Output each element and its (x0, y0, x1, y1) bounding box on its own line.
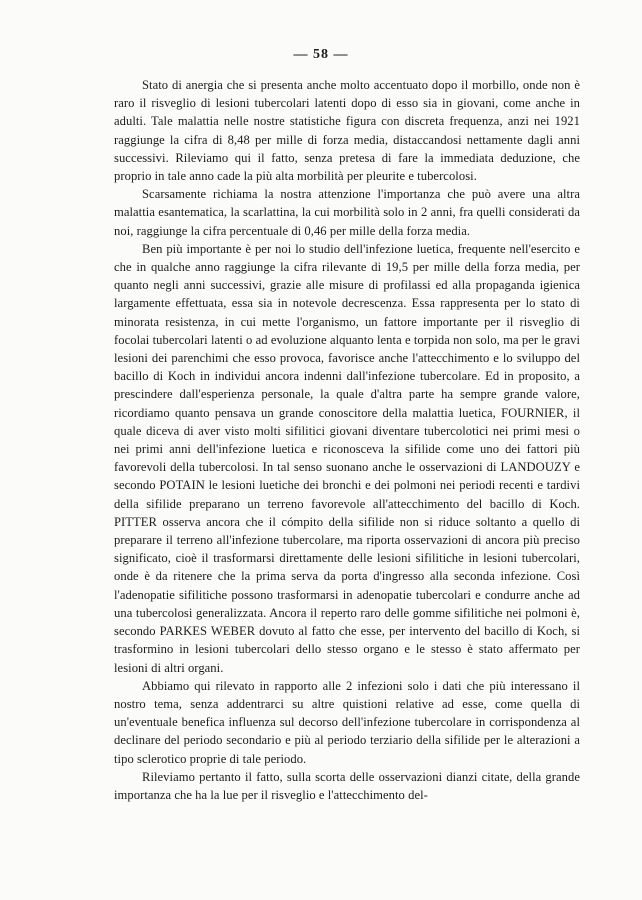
paragraph-measles: Stato di anergia che si presenta anche molto accentuato dopo il morbillo, onde non è raro il risveglio di lesioni tubercolari latenti dopo di esso sia in giovani, come anche in adulti. Tale malattia nelle nostre statistiche figura con discreta frequenza, anzi nei 1921 raggiunge la cifra di 8,48 per mille di forza media, distaccandosi nettamente dagli anni successivi. Rileviamo qui il fatto, senza pretesa di fare la immediata deduzione, che proprio in tale anno cade la più alta morbilità per pleurite e tubercolosi. (114, 78, 580, 184)
paragraph-summary: Abbiamo qui rilevato in rapporto alle 2 infezioni solo i dati che più interessano il nostro tema, senza addentrarci su altre quistioni relative ad esse, come quella di un'eventuale benefica influenza sul decorso dell'infezione tubercolare in corrispondenza al declinare del periodo secondario e più al periodo terziario della sifilide per le alterazioni a tipo sclerotico proprie di tale periodo. (114, 678, 580, 766)
paragraph-scarlet-fever: Scarsamente richiama la nostra attenzione l'importanza che può avere una altra malattia esantematica, la scarlattina, la cui morbilità solo in 2 anni, fra quelli considerati da noi, raggiunge la cifra percentuale di 0,46 per mille della forza media. (114, 187, 580, 238)
paragraph-conclusion: Rileviamo pertanto il fatto, sulla scorta delle osservazioni dianzi citate, della grande importanza che ha la lue per il risveglio e l'attecchimento del- (114, 769, 580, 802)
page-number: — 58 — (293, 47, 349, 62)
body-text (114, 76, 580, 804)
paragraph-syphilis: Ben più importante è per noi lo studio dell'infezione luetica, frequente nell'esercito e che in qualche anno raggiunge la cifra rilevante di 19,5 per mille della forza media, per quanto negli anni successivi, grazie alle misure di profilassi ed alla propaganda igienica largamente effettuata, essa sia in notevole decrescenza. Essa rappresenta per lo stato di minorata resistenza, in cui mette l'organismo, un fattore importante per il risveglio di focolai tubercolari latenti o ad evoluzione alquanto lenta e torpida non solo, ma per le gravi lesioni dei parenchimi che esso provoca, favorisce anche l'attecchimento e lo sviluppo del bacillo di Koch in individui ancora indenni dall'infezione tubercolare. Ed in proposito, a prescindere dall'esperienza personale, la quale d'altra parte ha sempre grande valore, ricordiamo quanto pensava un grande conoscitore della malattia luetica, FOURNIER, il quale diceva di aver visto molti sifilitici giovani diventare tubercolotici nei primi mesi o nei primi anni dell'infezione luetica e riconosceva la sifilide come uno dei fattori più favorevoli della tubercolosi. In tal senso suonano anche le osservazioni di LANDOUZY e secondo POTAIN le lesioni luetiche dei bronchi e dei polmoni nei periodi recenti e tardivi della sifilide preparano un terreno favorevole all'attecchimento del bacillo di Koch. PITTER osserva ancora che il cómpito della sifilide non si riduce soltanto a quello di preparare il terreno all'infezione tubercolare, ma riporta osservazioni di ancora più preciso significato, cioè il trasformarsi direttamente delle lesioni sifilitiche in lesioni tubercolari, onde è da ritenere che la prima serva da porta d'ingresso alla seconda infezione. Così l'adenopatie sifilitiche possono trasformarsi in adenopatie tubercolari e condurre anche ad una tubercolosi generalizzata. Ancora il reperto raro delle gomme sifilitiche nei polmoni è, secondo PARKES WEBER dovuto al fatto che esse, per intervento del bacillo di Koch, si trasformino in lesioni tubercolari dello stesso organo e le stesso è stato affermato per lesioni di altri organi. (114, 241, 580, 675)
